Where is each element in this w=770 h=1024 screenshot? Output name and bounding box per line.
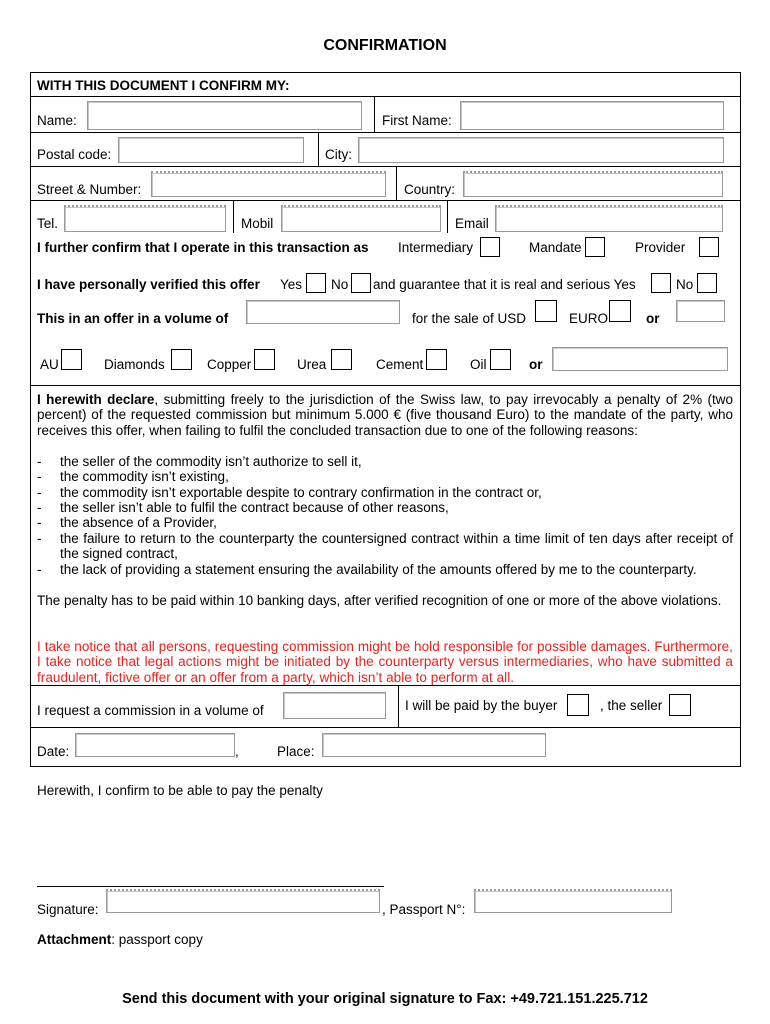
- col-sep: [233, 200, 234, 233]
- row-line: [30, 96, 741, 97]
- email-label: Email: [455, 216, 489, 231]
- reason-text: the failure to return to the counterparty the countersigned contract within a time limit of ten days after receipt of the signed contract,: [60, 531, 733, 562]
- volume-text: This in an offer in a volume of: [37, 311, 229, 326]
- seller-checkbox[interactable]: [669, 694, 691, 716]
- au-checkbox[interactable]: [61, 349, 82, 370]
- footer-fax: Send this document with your original signature to Fax: +49.721.151.225.712: [122, 991, 648, 1007]
- guarantee-no-checkbox[interactable]: [697, 273, 717, 293]
- volume-or: or: [646, 311, 660, 326]
- commodity-or: or: [529, 357, 543, 372]
- place-field[interactable]: [322, 733, 546, 757]
- row-line: [30, 727, 741, 728]
- col-sep: [318, 132, 319, 167]
- frame-bottom: [30, 766, 741, 767]
- commission-field[interactable]: [283, 692, 386, 719]
- frame-right: [740, 72, 741, 767]
- postal-code-field[interactable]: [118, 137, 304, 163]
- page-title: CONFIRMATION: [323, 37, 447, 54]
- street-field[interactable]: [151, 171, 386, 197]
- cement-checkbox[interactable]: [426, 349, 447, 370]
- signature-field[interactable]: [106, 889, 380, 913]
- mandate-checkbox[interactable]: [585, 237, 605, 257]
- guarantee-text: and guarantee that it is real and serious Yes: [373, 277, 636, 292]
- intermediary-label: Intermediary: [398, 240, 474, 255]
- signature-label: Signature:: [37, 902, 99, 917]
- tel-label: Tel.: [37, 216, 59, 231]
- reason-text: the seller isn’t able to fulfil the contract because of other reasons,: [60, 500, 449, 515]
- country-field[interactable]: [463, 171, 723, 197]
- mandate-label: Mandate: [529, 240, 582, 255]
- date-label: Date:: [37, 744, 70, 759]
- row-line: [30, 385, 741, 386]
- tel-field[interactable]: [64, 205, 226, 232]
- attachment-value: : passport copy: [111, 932, 203, 947]
- guarantee-yes-checkbox[interactable]: [651, 273, 671, 293]
- penalty-paragraph: The penalty has to be paid within 10 banking days, after verified recognition of one or more of the above violations.: [37, 593, 722, 608]
- passport-field[interactable]: [474, 889, 672, 913]
- euro-label: EURO: [569, 311, 609, 326]
- commission-text: I request a commission in a volume of: [37, 703, 264, 718]
- provider-label: Provider: [635, 240, 686, 255]
- other-currency-field[interactable]: [676, 300, 725, 322]
- diamonds-label: Diamonds: [104, 357, 165, 372]
- mobil-label: Mobil: [241, 216, 274, 231]
- intermediary-checkbox[interactable]: [480, 237, 500, 257]
- oil-label: Oil: [470, 357, 487, 372]
- col-sep: [398, 685, 399, 728]
- attachment-label: Attachment: [37, 932, 112, 947]
- seller-label: , the seller: [600, 698, 663, 713]
- frame-top: [30, 72, 741, 73]
- operate-text: I further confirm that I operate in this transaction as: [37, 240, 369, 255]
- buyer-checkbox[interactable]: [567, 694, 589, 716]
- date-field[interactable]: [75, 733, 235, 757]
- declaration-paragraph: [37, 392, 733, 438]
- au-label: AU: [40, 357, 59, 372]
- notice-paragraph: I take notice that all persons, requesting commission might be hold responsible for possible damages. Furthermore, I take notice that legal actions might be initiated by the counterparty versus intermediaries, who have submitted a fraudulent, fictive offer or an offer from a party, which isn’t able to perform at all.: [37, 639, 733, 685]
- paid-by-buyer-label: I will be paid by the buyer: [405, 698, 558, 713]
- signature-line: [37, 886, 384, 887]
- guarantee-no-label: No: [676, 277, 694, 292]
- diamonds-checkbox[interactable]: [171, 349, 192, 370]
- euro-checkbox[interactable]: [609, 300, 631, 322]
- city-field[interactable]: [358, 137, 724, 163]
- city-label: City:: [325, 147, 352, 162]
- urea-label: Urea: [297, 357, 327, 372]
- sale-usd-label: for the sale of USD: [412, 311, 527, 326]
- cement-label: Cement: [376, 357, 424, 372]
- email-field[interactable]: [495, 205, 723, 232]
- col-sep: [447, 200, 448, 233]
- col-sep: [374, 96, 375, 133]
- place-label: Place:: [277, 744, 315, 759]
- name-field[interactable]: [87, 101, 362, 130]
- country-label: Country:: [404, 182, 456, 197]
- postal-code-label: Postal code:: [37, 147, 112, 162]
- date-comma: ,: [235, 744, 239, 759]
- reason-text: the commodity isn’t exportable despite to contrary confirmation in the contract or,: [60, 485, 542, 500]
- reason-text: the seller of the commodity isn’t authorize to sell it,: [60, 454, 362, 469]
- frame-left: [30, 72, 31, 767]
- verified-no-checkbox[interactable]: [351, 273, 371, 293]
- reason-text: the lack of providing a statement ensuring the availability of the amounts offered by me to the counterparty.: [60, 562, 697, 577]
- provider-checkbox[interactable]: [699, 237, 719, 257]
- reason-text: the absence of a Provider,: [60, 515, 217, 530]
- verified-text: I have personally verified this offer: [37, 277, 260, 292]
- confirm-pay-text: Herewith, I confirm to be able to pay the penalty: [37, 783, 323, 798]
- row-line: [30, 166, 741, 167]
- passport-label: , Passport N°:: [382, 902, 466, 917]
- usd-checkbox[interactable]: [535, 300, 557, 322]
- first-name-field[interactable]: [460, 101, 724, 130]
- verified-yes-label: Yes: [280, 277, 303, 292]
- row-line: [30, 132, 741, 133]
- section-header: WITH THIS DOCUMENT I CONFIRM MY:: [37, 78, 290, 93]
- volume-field[interactable]: [246, 300, 400, 324]
- row-line: [30, 200, 741, 201]
- copper-label: Copper: [207, 357, 252, 372]
- declaration-lead: I herewith declare: [37, 392, 155, 407]
- verified-yes-checkbox[interactable]: [306, 273, 326, 293]
- street-label: Street & Number:: [37, 182, 142, 197]
- other-commodity-field[interactable]: [552, 347, 728, 371]
- name-label: Name:: [37, 113, 77, 128]
- oil-checkbox[interactable]: [490, 349, 511, 370]
- copper-checkbox[interactable]: [254, 349, 275, 370]
- col-sep: [396, 166, 397, 201]
- urea-checkbox[interactable]: [331, 349, 352, 370]
- reason-text: the commodity isn’t existing,: [60, 469, 229, 484]
- declaration-body: , submitting freely to the jurisdiction of the Swiss law, to pay irrevocably a penalty of 2% (two percent) of the requested commission but minimum 5.000 € (five thousand Euro) to the mandate of the party, who receives this offer, when failing to fulfil the concluded transaction due to one of the following reasons:: [37, 392, 734, 438]
- verified-no-label: No: [331, 277, 349, 292]
- attachment-text: [37, 932, 203, 948]
- first-name-label: First Name:: [382, 113, 452, 128]
- mobil-field[interactable]: [281, 205, 441, 232]
